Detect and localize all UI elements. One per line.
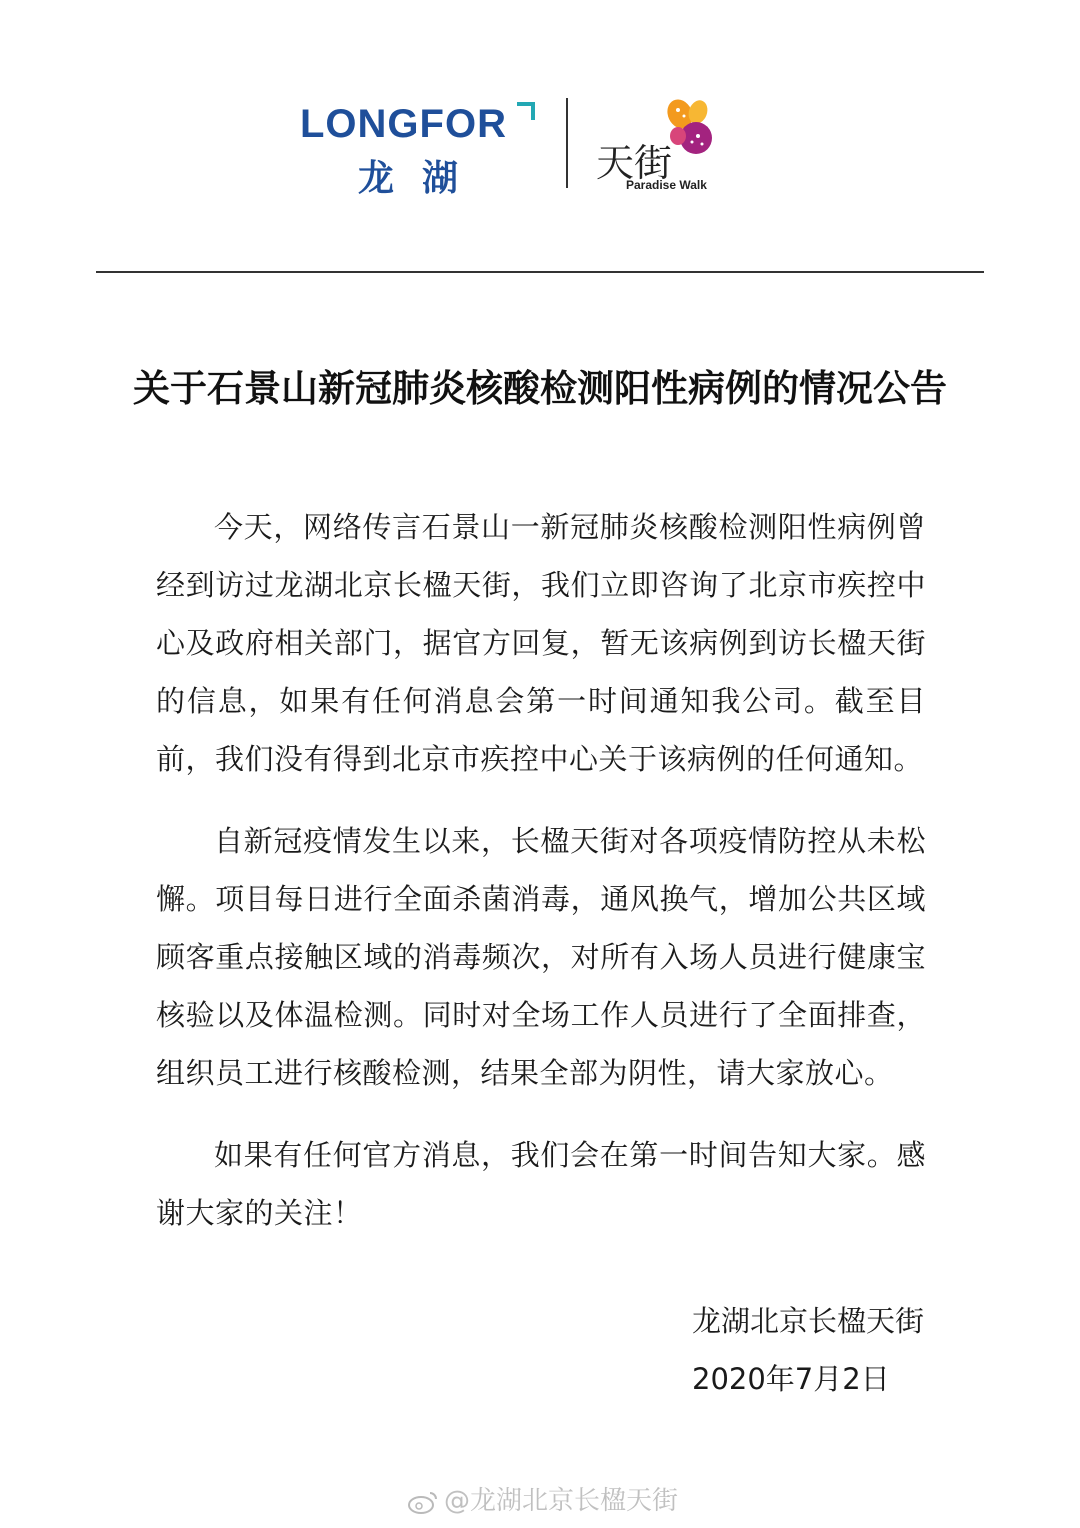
signature-org: 龙湖北京长楹天街 xyxy=(692,1304,925,1338)
notice-title: 关于石景山新冠肺炎核酸检测阳性病例的情况公告 xyxy=(133,367,947,410)
logo-divider xyxy=(566,98,568,188)
header-logos xyxy=(0,90,1080,200)
notice-paragraph-2: 自新冠疫情发生以来，长楹天街对各项疫情防控从未松懈。项目每日进行全面杀菌消毒，通风换气，增加公共区域顾客重点接触区域的消毒频次，对所有入场人员进行健康宝核验以及体温检测。同时对全场工作人员进行了全面排查，组织员工进行核酸检测，结果全部为阴性，请大家放心。 xyxy=(156,824,926,1090)
watermark-text: @龙湖北京长楹天街 xyxy=(444,1486,679,1516)
signature-block xyxy=(692,1292,924,1408)
longfor-logo xyxy=(300,102,540,199)
longfor-corner-icon xyxy=(517,102,535,120)
paradise-walk-logo-en: Paradise Walk xyxy=(626,178,707,192)
header-rule xyxy=(96,271,984,273)
notice-paragraph-3: 如果有任何官方消息，我们会在第一时间告知大家。感谢大家的关注！ xyxy=(156,1138,926,1230)
notice-paragraph-1: 今天，网络传言石景山一新冠肺炎核酸检测阳性病例曾经到访过龙湖北京长楹天街，我们立即咨询了北京市疾控中心及政府相关部门，据官方回复，暂无该病例到访长楹天街的信息，如果有任何消息会第一时间通知我公司。截至目前，我们没有得到北京市疾控中心关于该病例的任何通知。 xyxy=(156,510,926,776)
paradise-walk-logo xyxy=(594,90,734,200)
weibo-icon xyxy=(408,1489,438,1515)
notice-body xyxy=(156,498,926,1266)
signature-date: 2020年7月2日 xyxy=(692,1362,890,1396)
paradise-walk-logo-cn: 天街 xyxy=(596,141,673,185)
longfor-logo-cn: 龙湖 xyxy=(358,158,487,199)
longfor-logo-en: LONGFOR xyxy=(300,102,507,146)
weibo-watermark xyxy=(408,1480,678,1517)
